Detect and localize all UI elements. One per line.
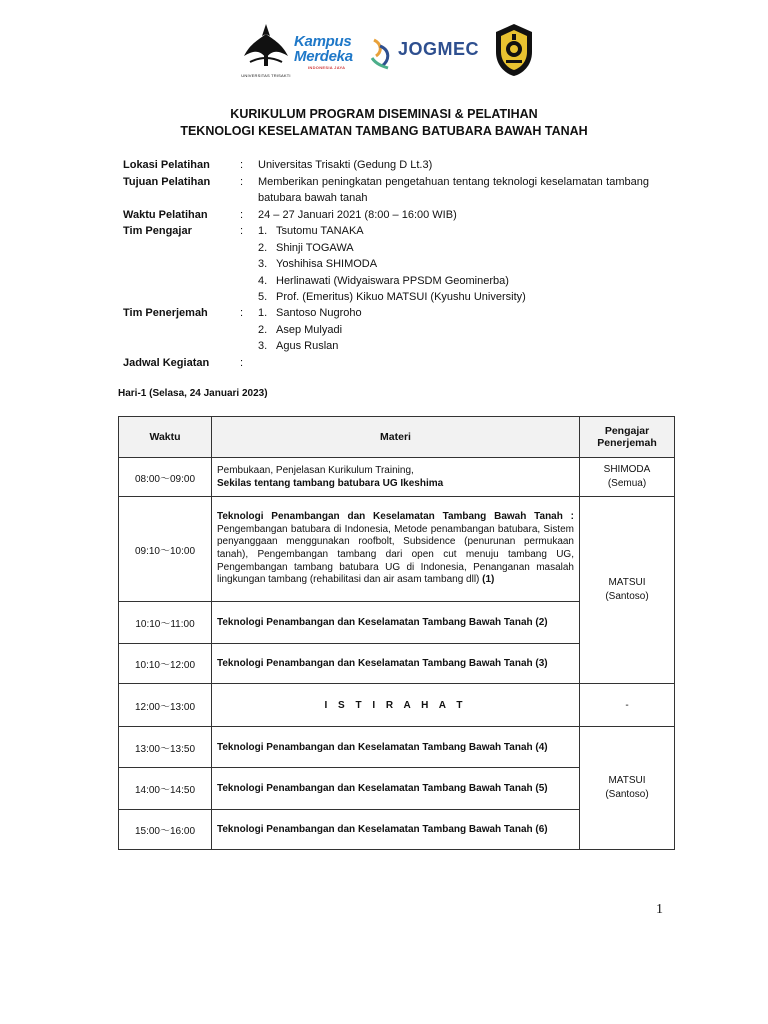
- table-row: [119, 727, 675, 768]
- header-pengajar: Pengajar Penerjemah: [580, 417, 675, 458]
- pengajar-name: MATSUI: [608, 577, 646, 588]
- schedule-table: [118, 416, 675, 850]
- materi-line: Sekilas tentang tambang batubara UG Ikeshima: [217, 478, 444, 489]
- table-row: [119, 497, 675, 602]
- info-label: Lokasi Pelatihan: [123, 159, 210, 171]
- list-number: 2.: [258, 242, 268, 254]
- pengajar-cell: [580, 497, 675, 684]
- trisakti-emblem-icon: [240, 22, 292, 68]
- table-row: [119, 458, 675, 497]
- jogmec-logo: [368, 36, 480, 72]
- materi-cell: Teknologi Penambangan dan Keselamatan Tambang Bawah Tanah (6): [212, 810, 580, 850]
- kampus-text: Kampus: [294, 33, 352, 50]
- pengajar-cell: [580, 727, 675, 850]
- pengajar-name: SHIMODA: [603, 464, 651, 475]
- penerjemah-name: (Santoso): [605, 789, 649, 800]
- header-materi: Materi: [212, 417, 580, 458]
- time-cell: 09:10～10:00: [119, 497, 212, 602]
- info-colon: :: [240, 159, 244, 171]
- info-label: Tujuan Pelatihan: [123, 176, 211, 188]
- list-item: Tsutomu TANAKA: [276, 225, 364, 237]
- page-number: 1: [656, 902, 663, 917]
- info-colon: :: [240, 176, 244, 188]
- table-row: [119, 684, 675, 727]
- info-label: Tim Penerjemah: [123, 307, 208, 319]
- materi-cell: [212, 497, 580, 602]
- list-number: 1.: [258, 225, 268, 237]
- header-waktu: Waktu: [119, 417, 212, 458]
- penerjemah-name: (Santoso): [605, 591, 649, 602]
- info-colon: :: [240, 307, 244, 319]
- jogmec-mark-icon: [368, 36, 398, 72]
- esdm-emblem-icon: [492, 22, 536, 78]
- info-value: Memberikan peningkatan pengetahuan tentang teknologi keselamatan tambang batubara bawah tanah: [258, 176, 649, 204]
- document-title-line2: TEKNOLOGI KESELAMATAN TAMBANG BATUBARA BAWAH TANAH: [180, 124, 588, 138]
- materi-heading: Teknologi Penambangan dan Keselamatan Tambang Bawah Tanah :: [217, 511, 574, 523]
- list-number: 4.: [258, 275, 268, 287]
- pengajar-cell: -: [580, 684, 675, 727]
- materi-cell: Teknologi Penambangan dan Keselamatan Tambang Bawah Tanah (4): [212, 727, 580, 768]
- list-number: 3.: [258, 340, 268, 352]
- penerjemah-name: (Semua): [607, 478, 647, 489]
- list-number: 5.: [258, 291, 268, 303]
- materi-cell: I S T I R A H A T: [212, 684, 580, 727]
- table-header-row: [119, 417, 675, 458]
- materi-body: Pengembangan batubara di Indonesia, Metode penambangan batubara, Sistem penyanggaan menggunakan roofbolt, Subsidence (penurunan permukaan tanah), Pengembangan tambang dari open cut menuju tambang UG, Pengembangan tambang batubara UG di Indonesia, Penanganan masalah lingkungan tambang (rehabilitasi dan air asam tambang dll): [217, 523, 574, 586]
- info-label: Jadwal Kegiatan: [123, 357, 210, 369]
- pengajar-name: MATSUI: [608, 775, 646, 786]
- document-title-line1: KURIKULUM PROGRAM DISEMINASI & PELATIHAN: [230, 107, 538, 121]
- info-label: Tim Pengajar: [123, 225, 192, 237]
- kampus-merdeka-logo: [294, 34, 366, 74]
- materi-cell: Teknologi Penambangan dan Keselamatan Tambang Bawah Tanah (3): [212, 644, 580, 684]
- esdm-logo: [492, 22, 536, 78]
- time-cell: 10:10～11:00: [119, 602, 212, 644]
- list-item: Agus Ruslan: [276, 340, 339, 352]
- trisakti-logo: [240, 22, 292, 78]
- pengajar-cell: [580, 458, 675, 497]
- info-label: Waktu Pelatihan: [123, 209, 208, 221]
- info-colon: :: [240, 357, 244, 369]
- kampus-tagline: INDONESIA JAYA: [308, 65, 346, 70]
- list-number: 1.: [258, 307, 268, 319]
- materi-cell: Teknologi Penambangan dan Keselamatan Tambang Bawah Tanah (5): [212, 768, 580, 810]
- time-cell: 08:00～09:00: [119, 458, 212, 497]
- time-cell: 13:00～13:50: [119, 727, 212, 768]
- time-cell: 12:00～13:00: [119, 684, 212, 727]
- list-item: Yoshihisa SHIMODA: [276, 258, 378, 270]
- materi-cell: [212, 458, 580, 497]
- time-cell: 15:00～16:00: [119, 810, 212, 850]
- time-cell: 14:00～14:50: [119, 768, 212, 810]
- trisakti-caption: UNIVERSITAS TRISAKTI: [241, 73, 291, 78]
- list-item: Santoso Nugroho: [276, 307, 362, 319]
- info-colon: :: [240, 225, 244, 237]
- list-item: Shinji TOGAWA: [276, 242, 354, 254]
- info-value: Universitas Trisakti (Gedung D Lt.3): [258, 159, 433, 171]
- materi-suffix: (1): [482, 574, 495, 586]
- list-item: Herlinawati (Widyaiswara PPSDM Geominerba): [276, 275, 509, 287]
- merdeka-text: Merdeka: [294, 48, 353, 65]
- list-item: Asep Mulyadi: [276, 324, 343, 336]
- day-label: Hari-1 (Selasa, 24 Januari 2023): [118, 388, 268, 399]
- logo-bar: [236, 18, 536, 82]
- list-number: 2.: [258, 324, 268, 336]
- materi-cell: Teknologi Penambangan dan Keselamatan Tambang Bawah Tanah (2): [212, 602, 580, 644]
- time-cell: 10:10～12:00: [119, 644, 212, 684]
- materi-line: Pembukaan, Penjelasan Kurikulum Training,: [217, 465, 414, 476]
- list-item: Prof. (Emeritus) Kikuo MATSUI (Kyushu University): [276, 291, 526, 303]
- info-value: 24 – 27 Januari 2021 (8:00 – 16:00 WIB): [258, 209, 457, 221]
- jogmec-text: JOGMEC: [398, 39, 480, 59]
- list-number: 3.: [258, 258, 268, 270]
- info-colon: :: [240, 209, 244, 221]
